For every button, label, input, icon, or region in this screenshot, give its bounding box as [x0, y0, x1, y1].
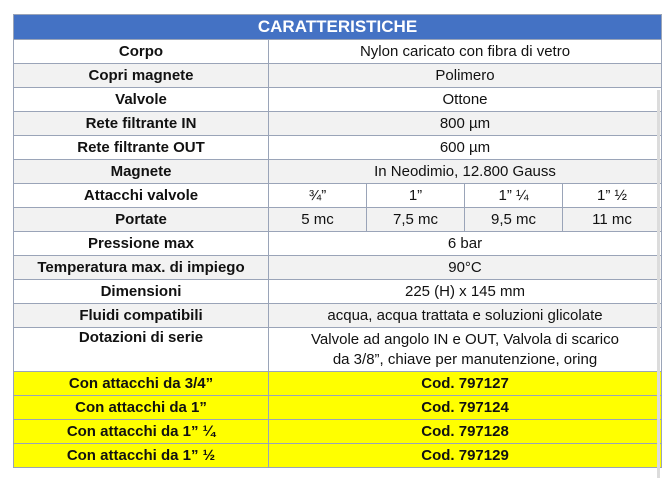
row-value: Nylon caricato con fibra di vetro [269, 40, 662, 64]
table-row [14, 136, 662, 160]
code-row [14, 372, 662, 396]
attacco-cell: 1” ¼ [465, 184, 563, 208]
row-value: 800 µm [269, 112, 662, 136]
row-label: Dotazioni di serie [14, 328, 269, 372]
portate-row [14, 208, 662, 232]
portata-cell: 7,5 mc [367, 208, 465, 232]
dotazioni-line-2: da 3/8”, chiave per manutenzione, oring [332, 350, 598, 368]
code-value: Cod. 797128 [269, 420, 662, 444]
table-row [14, 304, 662, 328]
code-value: Cod. 797129 [269, 444, 662, 468]
row-value: 90°C [269, 256, 662, 280]
row-value: 225 (H) x 145 mm [269, 280, 662, 304]
row-value: acqua, acqua trattata e soluzioni glicolate [269, 304, 662, 328]
code-label: Con attacchi da 1” ¼ [14, 420, 269, 444]
row-value: In Neodimio, 12.800 Gauss [269, 160, 662, 184]
portata-cell: 9,5 mc [465, 208, 563, 232]
row-label: Attacchi valvole [14, 184, 269, 208]
code-label: Con attacchi da 3/4” [14, 372, 269, 396]
row-label: Rete filtrante IN [14, 112, 269, 136]
code-value: Cod. 797127 [269, 372, 662, 396]
code-label: Con attacchi da 1” [14, 396, 269, 420]
attacco-cell: 1” ½ [563, 184, 662, 208]
table-row [14, 40, 662, 64]
row-label: Temperatura max. di impiego [14, 256, 269, 280]
table-row [14, 280, 662, 304]
row-label: Fluidi compatibili [14, 304, 269, 328]
spec-table [13, 14, 662, 468]
code-label: Con attacchi da 1” ½ [14, 444, 269, 468]
attacchi-row [14, 184, 662, 208]
row-label: Valvole [14, 88, 269, 112]
page-edge-shadow [657, 90, 660, 478]
row-value: 6 bar [269, 232, 662, 256]
code-value: Cod. 797124 [269, 396, 662, 420]
dotazioni-line-1: Valvole ad angolo IN e OUT, Valvola di scarico [311, 330, 619, 348]
attacco-cell: ¾” [269, 184, 367, 208]
row-label: Rete filtrante OUT [14, 136, 269, 160]
row-label: Corpo [14, 40, 269, 64]
row-label: Pressione max [14, 232, 269, 256]
spec-table-container [13, 14, 661, 468]
row-value: Ottone [269, 88, 662, 112]
table-row [14, 232, 662, 256]
table-row [14, 88, 662, 112]
table-row [14, 160, 662, 184]
attacco-cell: 1” [367, 184, 465, 208]
table-row [14, 112, 662, 136]
dotazioni-row [14, 328, 662, 372]
row-value [269, 328, 662, 372]
row-label: Dimensioni [14, 280, 269, 304]
table-title: CARATTERISTICHE [14, 15, 662, 40]
row-value: 600 µm [269, 136, 662, 160]
code-row [14, 396, 662, 420]
portata-cell: 5 mc [269, 208, 367, 232]
portata-cell: 11 mc [563, 208, 662, 232]
table-row [14, 256, 662, 280]
row-label: Magnete [14, 160, 269, 184]
row-value: Polimero [269, 64, 662, 88]
row-label: Copri magnete [14, 64, 269, 88]
code-row [14, 420, 662, 444]
row-label: Portate [14, 208, 269, 232]
table-row [14, 64, 662, 88]
table-header-row [14, 15, 662, 40]
code-row [14, 444, 662, 468]
